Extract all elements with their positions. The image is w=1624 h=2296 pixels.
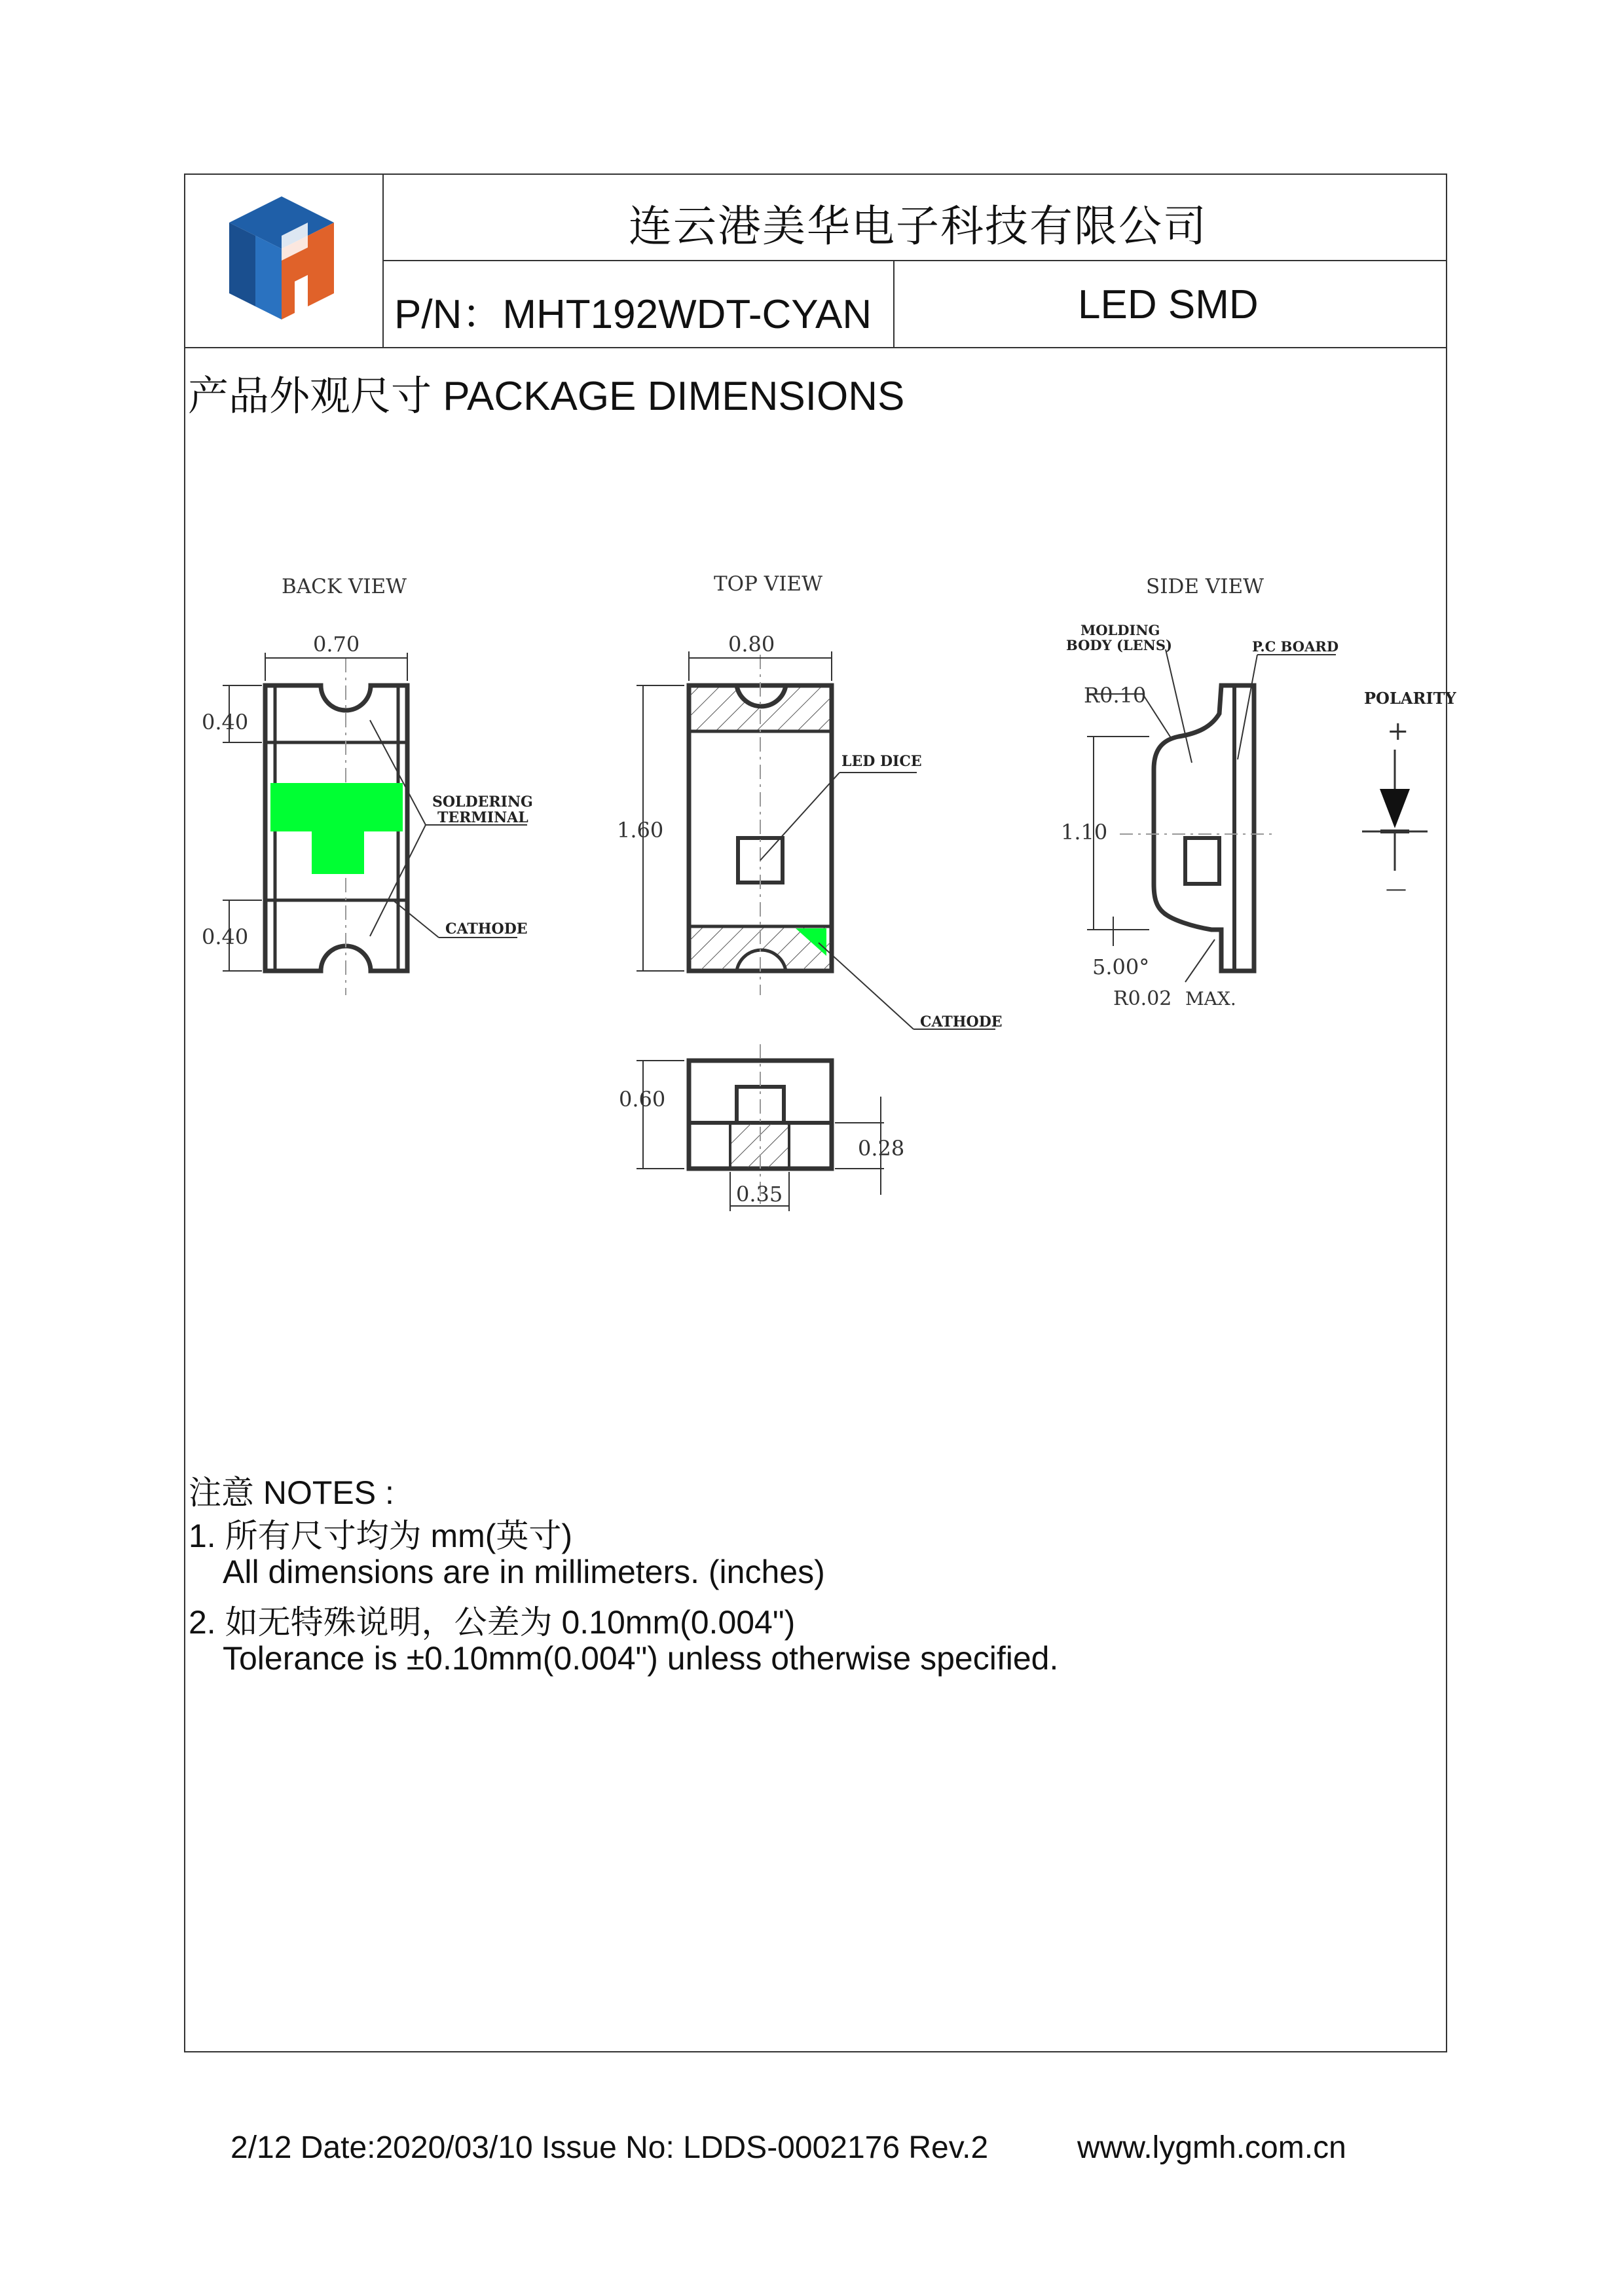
footer-issue: 2/12 Date:2020/03/10 Issue No: LDDS-0002176 Rev.2	[231, 2130, 989, 2165]
dim-back-pad-bottom: 0.40	[202, 924, 249, 949]
note-1-cn: 1. 所有尺寸均为 mm(英寸)	[189, 1518, 573, 1554]
label-soldering-1: SOLDERING	[432, 793, 533, 811]
label-molding-1: MOLDING	[1080, 622, 1160, 638]
side-view-label: SIDE VIEW	[1146, 575, 1264, 598]
dim-front-width: 0.35	[736, 1182, 783, 1207]
dim-side-height: 1.10	[1061, 820, 1108, 845]
dim-back-pad-top: 0.40	[202, 710, 249, 735]
dim-front-height: 0.60	[619, 1087, 666, 1112]
polarity-plus: +	[1387, 716, 1409, 746]
section-title: 产品外观尺寸 PACKAGE DIMENSIONS	[188, 374, 905, 419]
dim-top-length: 1.60	[617, 818, 664, 843]
note-2-cn: 2. 如无特殊说明，公差为 0.10mm(0.004")	[189, 1604, 796, 1641]
dim-top-width: 0.80	[728, 632, 775, 657]
label-pc-board: P.C BOARD	[1252, 638, 1339, 655]
dim-back-width: 0.70	[313, 632, 360, 657]
label-soldering-2: TERMINAL	[437, 809, 528, 826]
note-1-en: All dimensions are in millimeters. (inches)	[223, 1554, 825, 1590]
label-cathode-back: CATHODE	[445, 920, 528, 938]
note-2-en: Tolerance is ±0.10mm(0.004") unless otherwise specified.	[223, 1640, 1059, 1677]
dim-front-chip: 0.28	[858, 1136, 905, 1161]
polarity-label: POLARITY	[1364, 689, 1456, 708]
label-cathode-top: CATHODE	[920, 1013, 1003, 1030]
dim-radius-bottom: R0.02	[1113, 987, 1172, 1010]
dim-angle: 5.00°	[1092, 955, 1150, 979]
back-terminal-mark	[270, 783, 403, 874]
label-led-dice: LED DICE	[841, 753, 922, 770]
polarity-triangle	[1380, 789, 1410, 828]
top-view-label: TOP VIEW	[714, 572, 822, 596]
side-view-body	[1154, 685, 1254, 971]
top-view-body	[689, 655, 832, 995]
dim-radius-top: R0.10	[1084, 683, 1147, 708]
company-name: 连云港美华电子科技有限公司	[629, 201, 1208, 251]
dim-max: MAX.	[1185, 988, 1236, 1010]
polarity-minus: —	[1386, 876, 1407, 901]
part-number: P/N：MHT192WDT-CYAN	[394, 292, 872, 337]
front-view-body	[689, 1044, 832, 1205]
label-molding-2: BODY (LENS)	[1066, 637, 1172, 653]
product-category: LED SMD	[1078, 282, 1259, 327]
notes-title: 注意 NOTES :	[189, 1474, 394, 1511]
footer-website[interactable]: www.lygmh.com.cn	[1077, 2130, 1346, 2165]
back-view-label: BACK VIEW	[282, 575, 407, 598]
